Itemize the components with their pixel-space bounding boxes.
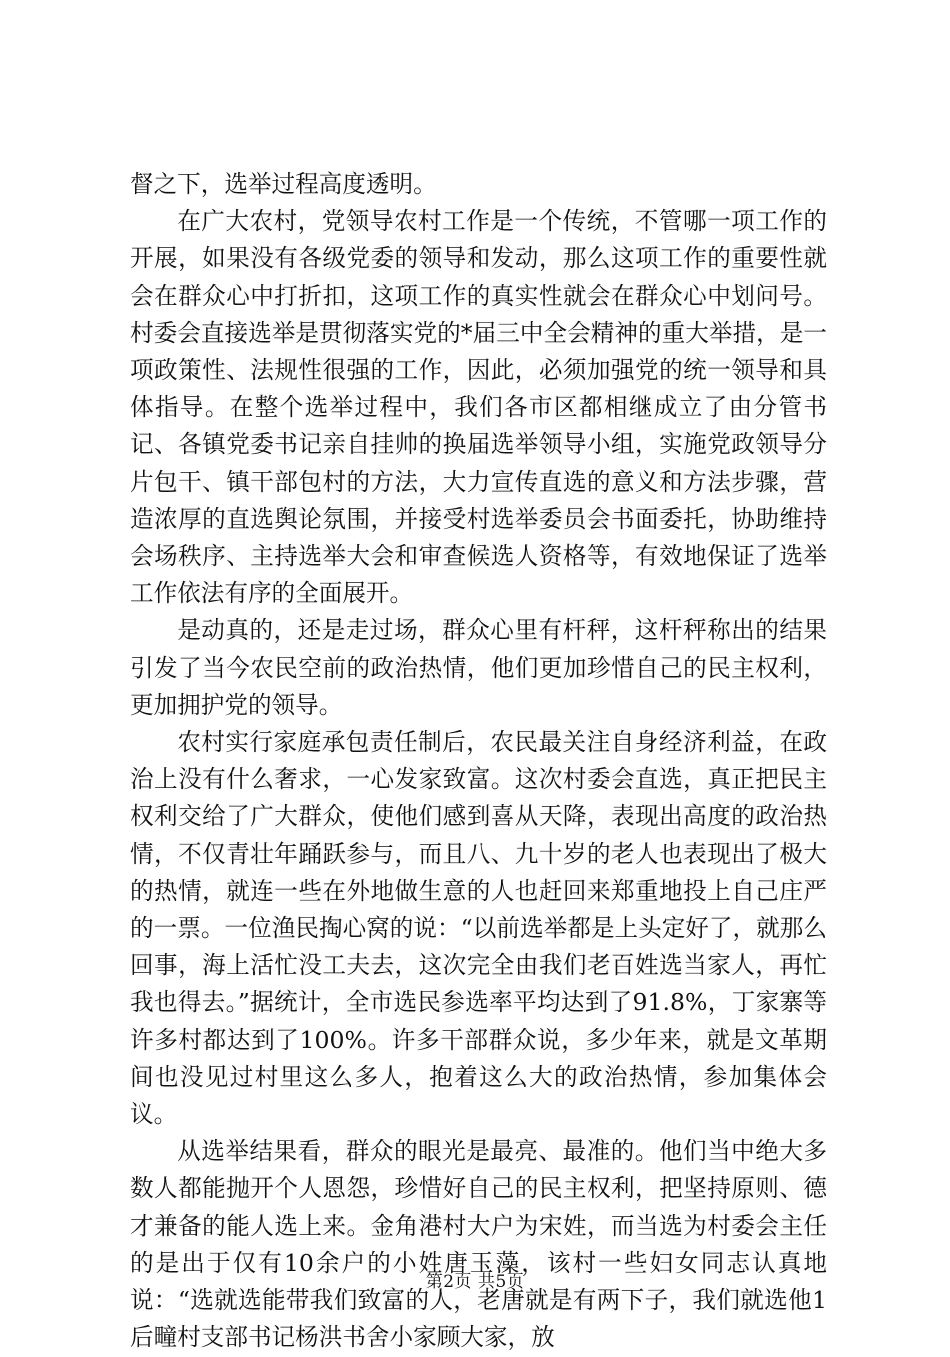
paragraph-5: 从选举结果看，群众的眼光是最亮、最准的。他们当中绝大多数人都能抛开个人恩怨，珍惜好自己的民主权利，把坚持原则、德才兼备的能人选上来。金角港村大户为宋姓，而当选为村委会主任的是出于仅有10余户的小姓唐玉藻，该村一些妇女同志认真地说：“选就选能带我们致富的人，老唐就是有两下子，我们就选他1后疃村支部书记杨洪书舍小家顾大家，放 xyxy=(130,1137,827,1352)
paragraph-1: 督之下，选举过程高度透明。 xyxy=(130,170,437,198)
paragraph-3: 是动真的，还是走过场，群众心里有杆秤，这杆秤称出的结果引发了当今农民空前的政治热情，他们更加珍惜自己的民主权利，更加拥护党的领导。 xyxy=(130,616,827,719)
paragraph-2: 在广大农村，党领导农村工作是一个传统，不管哪一项工作的开展，如果没有各级党委的领导和发动，那么这项工作的重要性就会在群众心中打折扣，这项工作的真实性就会在群众心中划问号。村委会直接选举是贯彻落实党的*届三中全会精神的重大举措，是一项政策性、法规性很强的工作，因此，必须加强党的统一领导和具体指导。在整个选举过程中，我们各市区都相继成立了由分管书记、各镇党委书记亲自挂帅的换届选举领导小组，实施党政领导分片包干、镇干部包村的方法，大力宣传直选的意义和方法步骤，营造浓厚的直选舆论氛围，并接受村选举委员会书面委托，协助维持会场秩序、主持选举大会和审查候选人资格等，有效地保证了选举工作依法有序的全面展开。 xyxy=(130,207,827,608)
page-number-footer: 第2页 共5页 xyxy=(425,1272,525,1292)
paragraph-4: 农村实行家庭承包责任制后，农民最关注自身经济利益，在政治上没有什么奢求，一心发家致富。这次村委会直选，真正把民主权利交给了广大群众，使他们感到喜从天降，表现出高度的政治热情，不仅青壮年踊跃参与，而且八、九十岁的老人也表现出了极大的热情，就连一些在外地做生意的人也赶回来郑重地投上自己庄严的一票。一位渔民掏心窝的说：“以前选举都是上头定好了，就那么回事，海上活忙没工夫去，这次完全由我们老百姓选当家人，再忙我也得去。”据统计，全市选民参选率平均达到了91.8%，丁家寨等许多村都达到了100%。许多干部群众说，多少年来，就是文革期间也没见过村里这么多人，抱着这么大的政治热情，参加集体会议。 xyxy=(130,728,827,1129)
document-body xyxy=(130,166,827,1357)
